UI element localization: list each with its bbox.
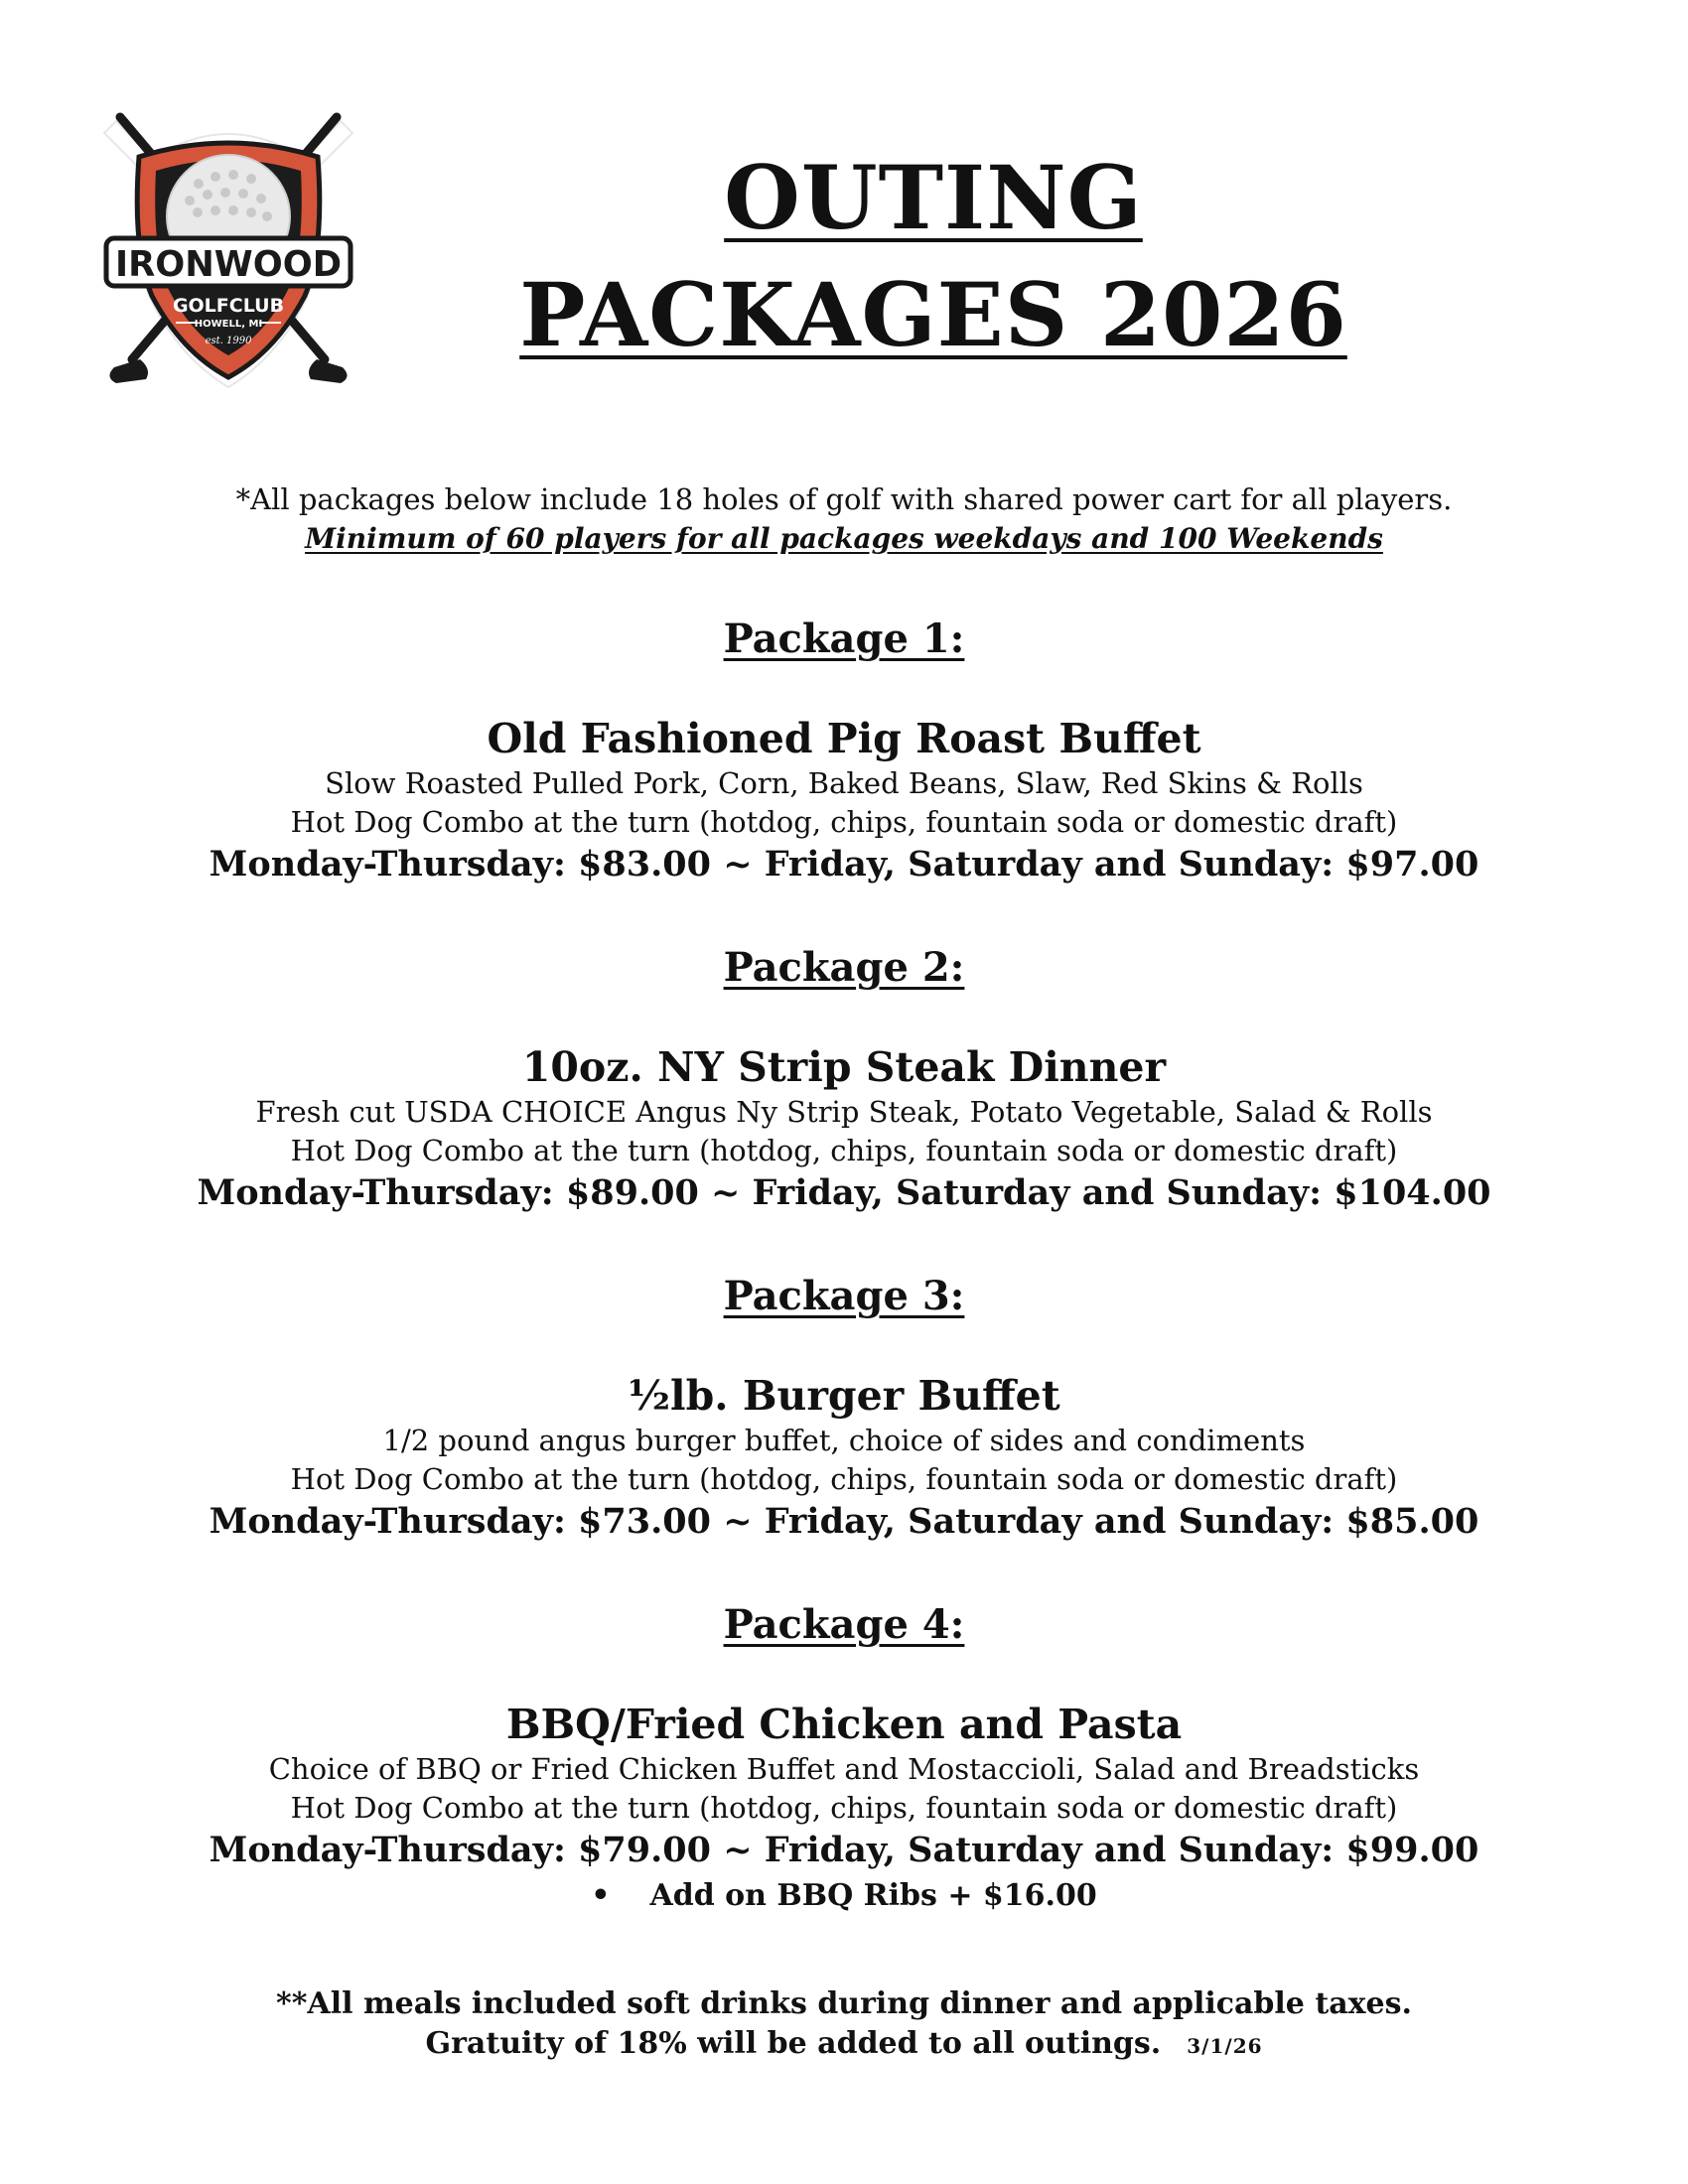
package-2 bbox=[149, 942, 1539, 1216]
package-4 bbox=[149, 1599, 1539, 1917]
package-name: ½lb. Burger Buffet bbox=[628, 1372, 1060, 1420]
package-turn-combo: Hot Dog Combo at the turn (hotdog, chips, fountain soda or domestic draft) bbox=[290, 1134, 1398, 1167]
package-description: 1/2 pound angus burger buffet, choice of sides and condiments bbox=[382, 1424, 1306, 1457]
footer-gratuity-note: Gratuity of 18% will be added to all outings. bbox=[425, 2026, 1162, 2061]
package-price: Monday-Thursday: $73.00 ~ Friday, Saturday and Sunday: $85.00 bbox=[209, 1501, 1479, 1542]
package-heading: Package 1: bbox=[723, 615, 965, 662]
intro-included-text: *All packages below include 18 holes of golf with shared power cart for all players. bbox=[235, 482, 1453, 516]
package-name: 10oz. NY Strip Steak Dinner bbox=[521, 1043, 1167, 1091]
package-description: Choice of BBQ or Fried Chicken Buffet and Mostaccioli, Salad and Breadsticks bbox=[268, 1752, 1420, 1786]
package-1 bbox=[149, 614, 1539, 887]
packages-content bbox=[149, 479, 1539, 2066]
package-description: Slow Roasted Pulled Pork, Corn, Baked Beans, Slaw, Red Skins & Rolls bbox=[325, 766, 1363, 800]
bullet-icon: • bbox=[591, 1878, 611, 1913]
package-addon bbox=[149, 1875, 1539, 1917]
package-price: Monday-Thursday: $79.00 ~ Friday, Saturday and Sunday: $99.00 bbox=[209, 1830, 1479, 1870]
package-heading: Package 4: bbox=[723, 1601, 965, 1648]
revision-date: 3/1/26 bbox=[1187, 2034, 1263, 2058]
title-line-2: PACKAGES 2026 bbox=[519, 263, 1347, 366]
golf-shield-logo-icon bbox=[94, 99, 362, 402]
logo-est-text: est. 1990 bbox=[205, 336, 252, 346]
package-name: BBQ/Fried Chicken and Pasta bbox=[505, 1701, 1183, 1748]
logo-name-text: IRONWOOD bbox=[115, 244, 342, 285]
package-description: Fresh cut USDA CHOICE Angus Ny Strip Steak, Potato Vegetable, Salad & Rolls bbox=[255, 1095, 1433, 1129]
logo-location-text: HOWELL, MI bbox=[194, 319, 263, 330]
footer-notes bbox=[149, 1984, 1539, 2066]
addon-text: Add on BBQ Ribs + $16.00 bbox=[649, 1878, 1097, 1913]
ironwood-logo bbox=[94, 99, 362, 402]
package-price: Monday-Thursday: $89.00 ~ Friday, Saturday and Sunday: $104.00 bbox=[197, 1172, 1491, 1213]
footer-meals-note: **All meals included soft drinks during dinner and applicable taxes. bbox=[276, 1986, 1412, 2021]
package-3 bbox=[149, 1271, 1539, 1545]
package-name: Old Fashioned Pig Roast Buffet bbox=[487, 715, 1201, 762]
package-heading: Package 2: bbox=[723, 944, 965, 991]
title-line-1: OUTING bbox=[724, 146, 1143, 249]
package-heading: Package 3: bbox=[723, 1273, 965, 1319]
package-turn-combo: Hot Dog Combo at the turn (hotdog, chips, fountain soda or domestic draft) bbox=[290, 1462, 1398, 1496]
page-title bbox=[437, 139, 1430, 373]
logo-club-text: GOLFCLUB bbox=[172, 295, 285, 317]
minimum-players-text: Minimum of 60 players for all packages weekdays and 100 Weekends bbox=[305, 522, 1383, 555]
package-turn-combo: Hot Dog Combo at the turn (hotdog, chips, fountain soda or domestic draft) bbox=[290, 1791, 1398, 1825]
package-turn-combo: Hot Dog Combo at the turn (hotdog, chips, fountain soda or domestic draft) bbox=[290, 805, 1398, 839]
package-price: Monday-Thursday: $83.00 ~ Friday, Saturday and Sunday: $97.00 bbox=[209, 844, 1479, 885]
